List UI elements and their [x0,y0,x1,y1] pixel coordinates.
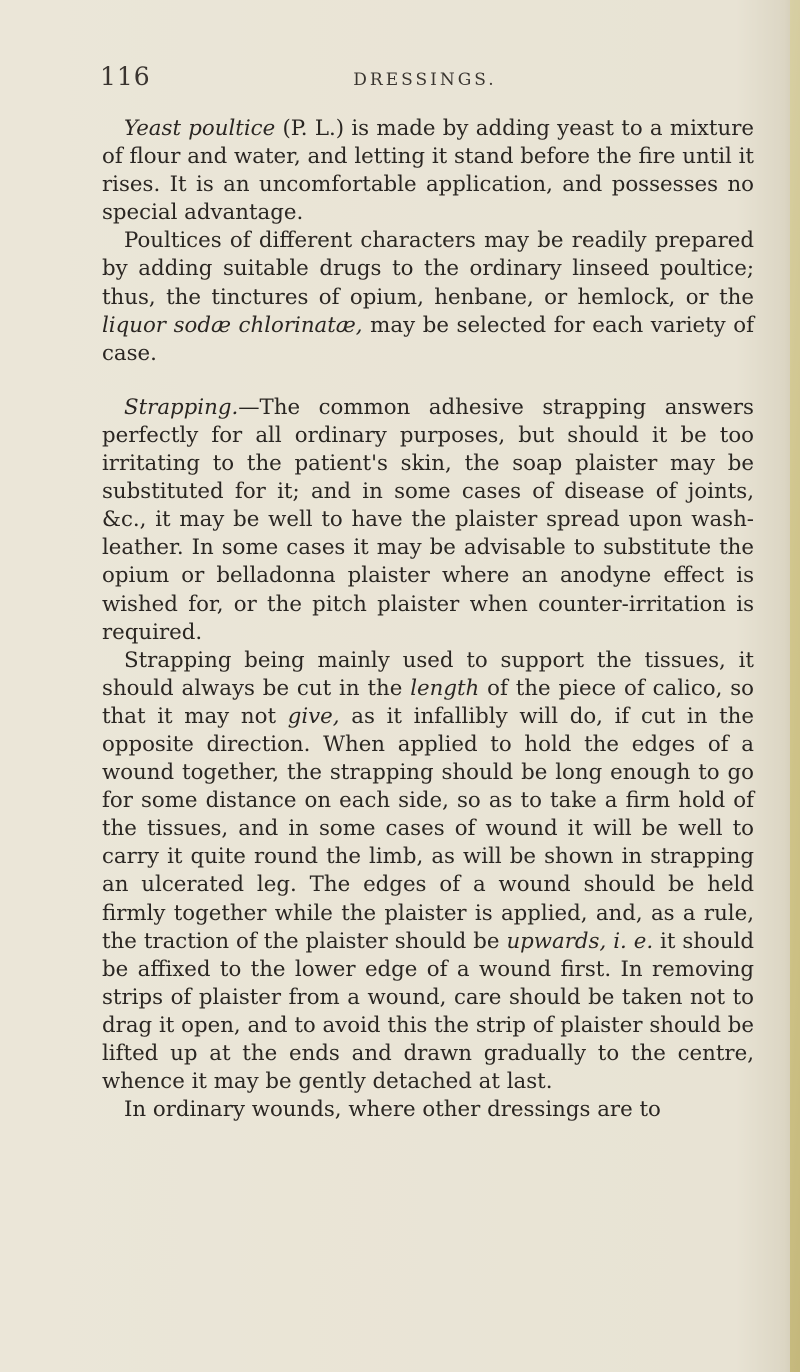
paragraph-strapping: Strapping.—The common adhesive strapping answers perfectly for all ordinary purposes, but should it be too irritating to the patient's skin, the soap plaister may be substituted for it; and in some cases of disease of joints, &c., it may be well to have the plaister spread upon wash-leather. In some cases it may be advisable to substitute the opium or belladonna plaister where an anodyne effect is wished for, or the pitch plaister when counter-irritation is required. [102,394,754,645]
page-number: 116 [100,62,151,91]
paragraph-ordinary-wounds: In ordinary wounds, where other dressings are to [124,1097,661,1123]
paragraph-yeast-poultice: Yeast poultice (P. L.) is made by adding yeast to a mixture of flour and water, and letting it stand before the fire until it rises. It is an uncomfortable application, and possesses no special advantage. [102,116,754,226]
term-yeast-poultice: Yeast poultice [124,116,276,141]
paragraph-strapping-use: Strapping being mainly used to support the tissues, it should always be cut in the length of the piece of calico, so that it may not give, as it infallibly will do, if cut in the opposite direction. When applied to hold the edges of a wound together, the strapping should be long enough to go for some distance on each side, so as to take a firm hold of the tissues, and in some cases of wound it will be well to carry it quite round the limb, as will be shown in strapping an ulcerated leg. The edges of a wound should be held firmly together while the plaister is applied, and, as a rule, the traction of the plaister should be upwards, i. e. it should be affixed to the lower edge of a wound first. In removing strips of plaister from a wound, care should be taken not to drag it open, and to avoid this the strip of plaister should be lifted up at the ends and drawn gradually to the centre, whence it may be gently detached at last. [102,647,754,1095]
paragraph-poultice-drugs: Poultices of different characters may be readily prepared by adding suitable drugs to the ordinary linseed poultice; thus, the tinctures of opium, henbane, or hemlock, or the liquor sodæ chlorinatæ, may be selected for each variety of case. [102,228,754,366]
term-liquor-sodae: liquor sodæ chlorinatæ, [102,312,363,338]
running-head: DRESSINGS. [353,70,497,90]
body-text [102,115,754,1124]
page-edge-stain [790,0,800,1372]
section-heading-strapping: Strapping. [124,394,239,420]
page-header [100,62,750,98]
